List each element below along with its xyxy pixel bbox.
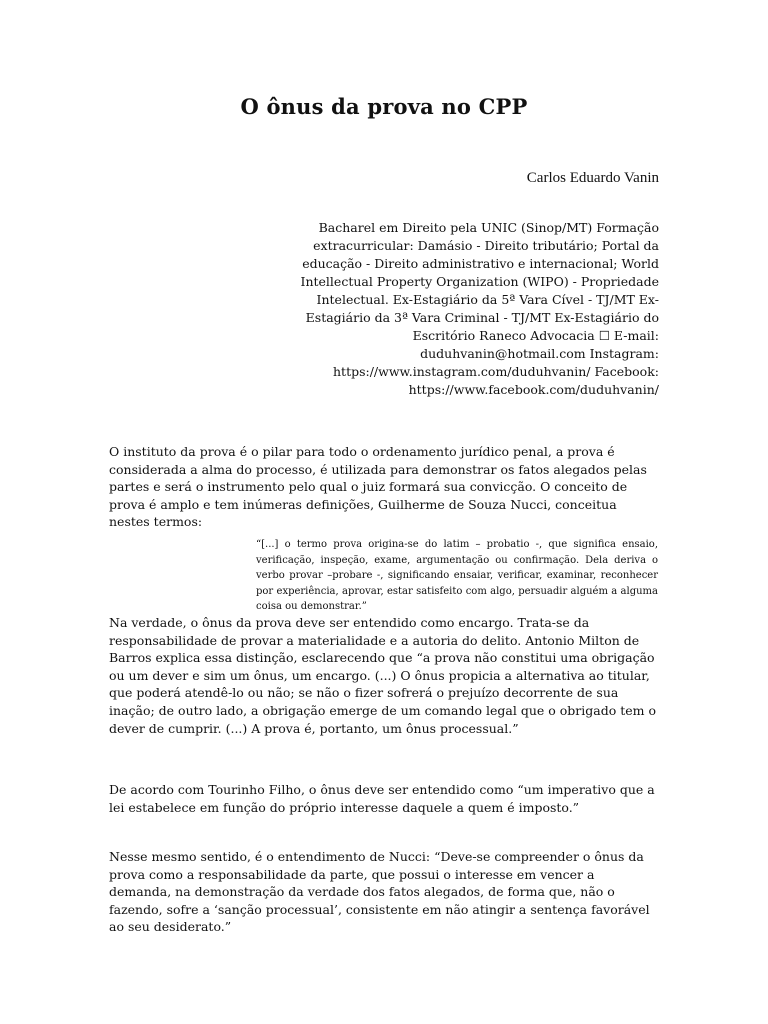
paragraph-onus-encargo: Na verdade, o ônus da prova deve ser entendido como encargo. Trata-se da responsabilidade de provar a materialidade e a autoria do delito. Antonio Milton de Barros explica essa distinção, esclarecendo que “a prova não constitui uma obrigação ou um dever e sim um ônus, um encargo. (...) O ônus propicia a alternativa ao titular, que poderá atendê-lo ou não; se não o fizer sofrerá o prejuízo decorrente de sua inação; de outro lado, a obrigação emerge de um comando legal que o obrigado tem o dever de cumprir. (...) A prova é, portanto, um ônus processual.” (109, 615, 656, 736)
paragraph-nucci: Nesse mesmo sentido, é o entendimento de Nucci: “Deve-se compreender o ônus da prova como a responsabilidade da parte, que possui o interesse em vencer a demanda, na demonstração da verdade dos fatos alegados, de forma que, não o fazendo, sofre a ‘sanção processual’, consistente em não atingir a sentença favorável ao seu desiderato.” (109, 849, 650, 935)
paragraph-intro: O instituto da prova é o pilar para todo o ordenamento jurídico penal, a prova é considerada a alma do processo, é utilizada para demonstrar os fatos alegados pelas partes e será o instrumento pelo qual o juiz formará sua convicção. O conceito de prova é amplo e tem inúmeras definições, Guilherme de Souza Nucci, conceitua nestes termos: (109, 444, 647, 530)
author-bio: Bacharel em Direito pela UNIC (Sinop/MT) Formação extracurricular: Damásio - Direito tributário; Portal da educação - Direito administrativo e internacional; World Intellectual Property Organization (WIPO) - Propriedade Intelectual. Ex-Estagiário da 5ª Vara Cível - TJ/MT Ex-Estagiário da 3ª Vara Criminal - TJ/MT Ex-Estagiário do Escritório Raneco Advocacia ☐ E-mail: duduhvanin@hotmail.com Instagram: https://www.instagram.com/duduhvanin/ Facebook: https://www.facebook.com/duduhvanin/ (300, 220, 659, 397)
author-name: Carlos Eduardo Vanin (526, 170, 659, 186)
document-title: O ônus da prova no CPP (240, 94, 528, 119)
block-quote: “[...] o termo prova origina-se do latim – probatio -, que significa ensaio, verificação, inspeção, exame, argumentação ou confirmação. Dela deriva o verbo provar –probare -, significando ensaiar, verificar, examinar, reconhecer por experiência, aprovar, estar satisfeito com algo, persuadir alguém a alguma coisa ou demonstrar.” (256, 539, 658, 612)
paragraph-tourinho: De acordo com Tourinho Filho, o ônus deve ser entendido como “um imperativo que a lei estabelece em função do próprio interesse daquele a quem é imposto.” (109, 782, 655, 815)
